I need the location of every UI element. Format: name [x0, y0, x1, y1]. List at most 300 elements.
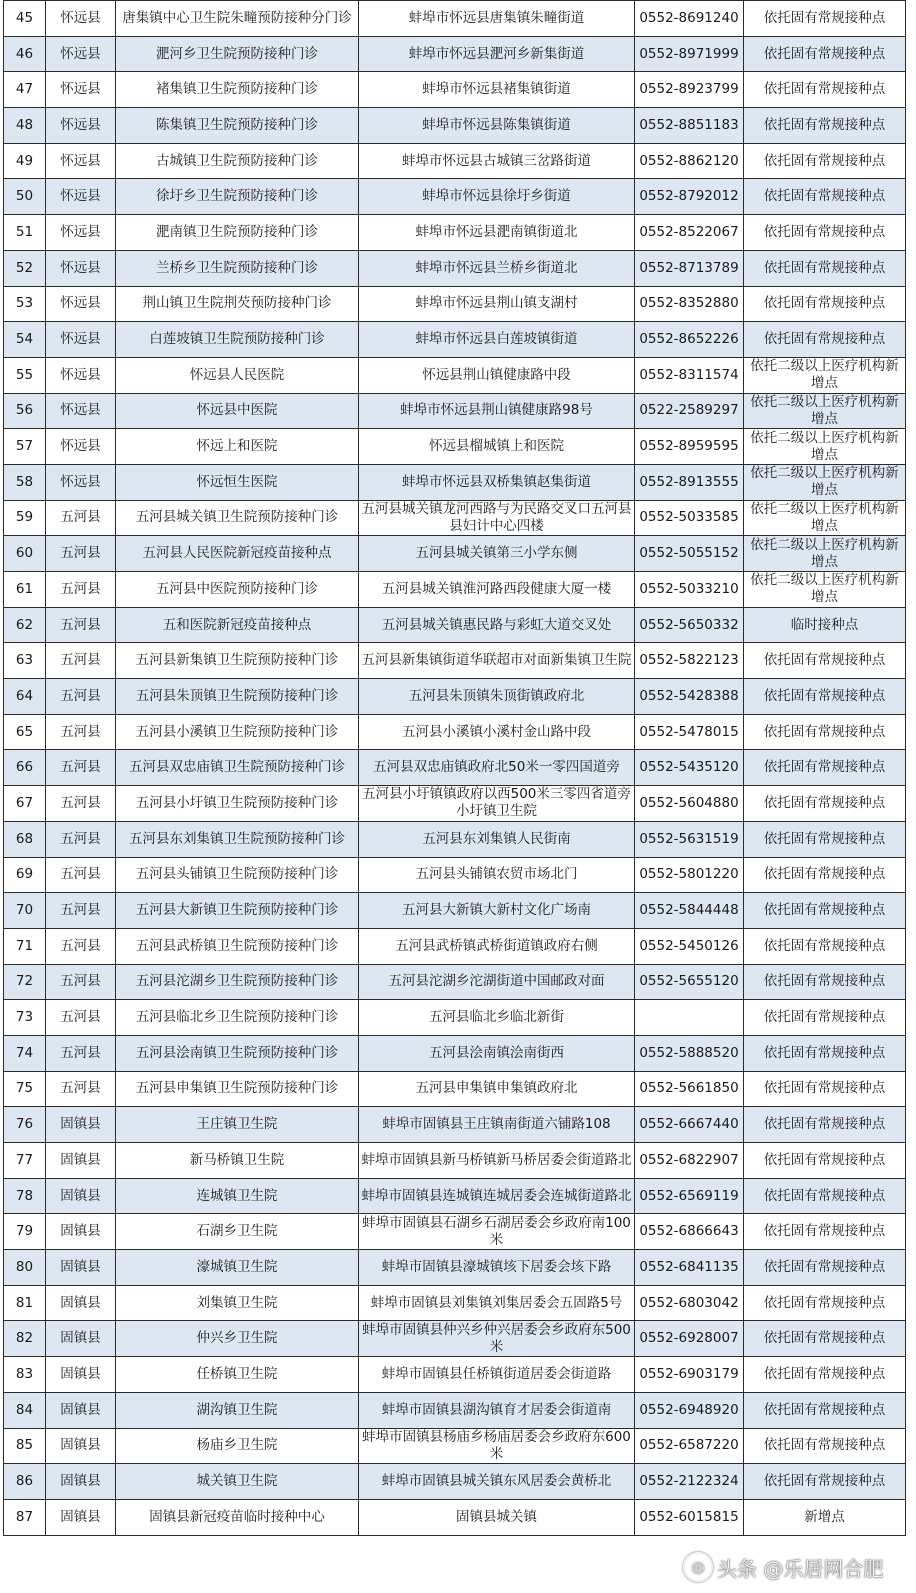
- address-cell: 蚌埠市固镇县新马桥镇新马桥居委会街道路北: [359, 1143, 635, 1179]
- row-number-cell: 73: [4, 1000, 46, 1036]
- phone-cell: 0552-5033585: [635, 500, 744, 536]
- address-cell: 五河县临北乡临北新街: [359, 1000, 635, 1036]
- address-cell: 蚌埠市固镇县杨庙乡杨庙居委会乡政府东600米: [359, 1428, 635, 1464]
- address-cell: 五河县东刘集镇人民街南: [359, 821, 635, 857]
- row-number-cell: 81: [4, 1285, 46, 1321]
- site-name-cell: 五河县头铺镇卫生院预防接种门诊: [116, 857, 359, 893]
- address-cell: 蚌埠市固镇县湖沟镇育才居委会街道南: [359, 1392, 635, 1428]
- site-name-cell: 淝河乡卫生院预防接种门诊: [116, 36, 359, 72]
- row-number-cell: 77: [4, 1143, 46, 1179]
- county-cell: 怀远县: [46, 179, 116, 215]
- table-row: [4, 108, 906, 144]
- county-cell: 五河县: [46, 714, 116, 750]
- row-number-cell: 49: [4, 143, 46, 179]
- county-cell: 固镇县: [46, 1464, 116, 1500]
- site-type-cell: 依托固有常规接种点: [744, 857, 906, 893]
- phone-cell: 0552-8851183: [635, 108, 744, 144]
- row-number-cell: 59: [4, 500, 46, 536]
- table-row: [4, 1499, 906, 1535]
- row-number-cell: 82: [4, 1321, 46, 1357]
- site-name-cell: 濠城镇卫生院: [116, 1250, 359, 1286]
- address-cell: 蚌埠市固镇县仲兴乡仲兴居委会乡政府东500米: [359, 1321, 635, 1357]
- address-cell: 固镇县城关镇: [359, 1499, 635, 1535]
- phone-cell: 0552-5055152: [635, 536, 744, 572]
- row-number-cell: 57: [4, 429, 46, 465]
- table-row: [4, 1143, 906, 1179]
- county-cell: 怀远县: [46, 393, 116, 429]
- address-cell: 怀远县榴城镇上和医院: [359, 429, 635, 465]
- county-cell: 五河县: [46, 821, 116, 857]
- site-name-cell: 五河县大新镇卫生院预防接种门诊: [116, 893, 359, 929]
- site-type-cell: 依托固有常规接种点: [744, 1285, 906, 1321]
- row-number-cell: 53: [4, 286, 46, 322]
- address-cell: 五河县城关镇第三小学东侧: [359, 536, 635, 572]
- site-type-cell: 依托固有常规接种点: [744, 714, 906, 750]
- row-number-cell: 56: [4, 393, 46, 429]
- row-number-cell: 46: [4, 36, 46, 72]
- address-cell: 蚌埠市固镇县濠城镇垓下居委会垓下路: [359, 1250, 635, 1286]
- row-number-cell: 71: [4, 928, 46, 964]
- row-number-cell: 80: [4, 1250, 46, 1286]
- site-type-cell: 依托固有常规接种点: [744, 72, 906, 108]
- phone-cell: 0552-8913555: [635, 464, 744, 500]
- address-cell: 五河县小圩镇镇政府以西500米三零四省道旁小圩镇卫生院: [359, 786, 635, 822]
- site-name-cell: 五河县城关镇卫生院预防接种门诊: [116, 500, 359, 536]
- row-number-cell: 48: [4, 108, 46, 144]
- table-row: [4, 357, 906, 393]
- row-number-cell: 50: [4, 179, 46, 215]
- row-number-cell: 86: [4, 1464, 46, 1500]
- row-number-cell: 55: [4, 357, 46, 393]
- table-row: [4, 464, 906, 500]
- county-cell: 固镇县: [46, 1214, 116, 1250]
- site-type-cell: 依托固有常规接种点: [744, 750, 906, 786]
- site-name-cell: 白莲坡镇卫生院预防接种门诊: [116, 322, 359, 358]
- row-number-cell: 63: [4, 643, 46, 679]
- county-cell: 固镇县: [46, 1321, 116, 1357]
- table-row: [4, 786, 906, 822]
- county-cell: 五河县: [46, 1000, 116, 1036]
- site-name-cell: 五和医院新冠疫苗接种点: [116, 607, 359, 643]
- row-number-cell: 51: [4, 215, 46, 251]
- row-number-cell: 76: [4, 1107, 46, 1143]
- table-row: [4, 322, 906, 358]
- table-body: [4, 1, 906, 1536]
- phone-cell: 0552-8862120: [635, 143, 744, 179]
- row-number-cell: 62: [4, 607, 46, 643]
- site-name-cell: 兰桥乡卫生院预防接种门诊: [116, 250, 359, 286]
- county-cell: 固镇县: [46, 1285, 116, 1321]
- watermark-text: 头条 @乐居网合肥: [717, 1556, 884, 1581]
- table-row: [4, 1035, 906, 1071]
- table-row: [4, 928, 906, 964]
- site-name-cell: 怀远县人民医院: [116, 357, 359, 393]
- site-name-cell: 五河县临北乡卫生院预防接种门诊: [116, 1000, 359, 1036]
- site-type-cell: 依托固有常规接种点: [744, 1321, 906, 1357]
- phone-cell: 0552-6928007: [635, 1321, 744, 1357]
- table-row: [4, 1428, 906, 1464]
- county-cell: 怀远县: [46, 250, 116, 286]
- address-cell: 蚌埠市固镇县王庄镇南街道六铺路108: [359, 1107, 635, 1143]
- address-cell: 蚌埠市固镇县刘集镇刘集居委会五固路5号: [359, 1285, 635, 1321]
- site-type-cell: 依托固有常规接种点: [744, 786, 906, 822]
- address-cell: 五河县城关镇淮河路西段健康大厦一楼: [359, 572, 635, 608]
- county-cell: 五河县: [46, 964, 116, 1000]
- site-type-cell: 依托固有常规接种点: [744, 1143, 906, 1179]
- phone-cell: 0552-5888520: [635, 1035, 744, 1071]
- row-number-cell: 85: [4, 1428, 46, 1464]
- county-cell: 怀远县: [46, 143, 116, 179]
- phone-cell: 0552-8971999: [635, 36, 744, 72]
- row-number-cell: 83: [4, 1357, 46, 1393]
- row-number-cell: 87: [4, 1499, 46, 1535]
- address-cell: 五河县大新镇大新村文化广场南: [359, 893, 635, 929]
- site-name-cell: 古城镇卫生院预防接种门诊: [116, 143, 359, 179]
- table-row: [4, 714, 906, 750]
- site-name-cell: 杨庙乡卫生院: [116, 1428, 359, 1464]
- site-name-cell: 褚集镇卫生院预防接种门诊: [116, 72, 359, 108]
- county-cell: 怀远县: [46, 36, 116, 72]
- phone-cell: 0552-5450126: [635, 928, 744, 964]
- county-cell: 固镇县: [46, 1428, 116, 1464]
- county-cell: 怀远县: [46, 286, 116, 322]
- site-type-cell: 依托固有常规接种点: [744, 250, 906, 286]
- site-type-cell: 依托固有常规接种点: [744, 1250, 906, 1286]
- table-row: [4, 821, 906, 857]
- address-cell: 五河县城关镇龙河西路与为民路交叉口五河县县妇计中心四楼: [359, 500, 635, 536]
- table-row: [4, 286, 906, 322]
- table-row: [4, 1321, 906, 1357]
- table-row: [4, 500, 906, 536]
- site-type-cell: 依托固有常规接种点: [744, 964, 906, 1000]
- address-cell: 五河县双忠庙镇政府北50米一零四国道旁: [359, 750, 635, 786]
- address-cell: 蚌埠市固镇县任桥镇街道居委会街道路: [359, 1357, 635, 1393]
- table-row: [4, 393, 906, 429]
- phone-cell: 0552-8792012: [635, 179, 744, 215]
- address-cell: 蚌埠市怀远县荆山镇健康路98号: [359, 393, 635, 429]
- site-type-cell: 依托固有常规接种点: [744, 179, 906, 215]
- site-name-cell: 荆山镇卫生院荆芡预防接种门诊: [116, 286, 359, 322]
- site-name-cell: 五河县新集镇卫生院预防接种门诊: [116, 643, 359, 679]
- row-number-cell: 68: [4, 821, 46, 857]
- table-row: [4, 572, 906, 608]
- phone-cell: 0552-6587220: [635, 1428, 744, 1464]
- row-number-cell: 74: [4, 1035, 46, 1071]
- phone-cell: 0552-6667440: [635, 1107, 744, 1143]
- site-type-cell: 依托固有常规接种点: [744, 1464, 906, 1500]
- county-cell: 怀远县: [46, 464, 116, 500]
- address-cell: 蚌埠市怀远县兰桥乡街道北: [359, 250, 635, 286]
- table-row: [4, 1071, 906, 1107]
- site-type-cell: 依托二级以上医疗机构新增点: [744, 572, 906, 608]
- address-cell: 蚌埠市怀远县荆山镇支湖村: [359, 286, 635, 322]
- phone-cell: 0552-5661850: [635, 1071, 744, 1107]
- county-cell: 五河县: [46, 893, 116, 929]
- phone-cell: 0552-8652226: [635, 322, 744, 358]
- row-number-cell: 60: [4, 536, 46, 572]
- site-type-cell: 依托固有常规接种点: [744, 1357, 906, 1393]
- phone-cell: 0552-5033210: [635, 572, 744, 608]
- county-cell: 五河县: [46, 679, 116, 715]
- address-cell: 蚌埠市怀远县淝河乡新集街道: [359, 36, 635, 72]
- table-row: [4, 1464, 906, 1500]
- table-row: [4, 1285, 906, 1321]
- site-type-cell: 依托固有常规接种点: [744, 1214, 906, 1250]
- phone-cell: 0552-6803042: [635, 1285, 744, 1321]
- county-cell: 五河县: [46, 536, 116, 572]
- site-name-cell: 固镇县新冠疫苗临时接种中心: [116, 1499, 359, 1535]
- address-cell: 五河县头铺镇农贸市场北门: [359, 857, 635, 893]
- address-cell: 蚌埠市怀远县徐圩乡街道: [359, 179, 635, 215]
- row-number-cell: 70: [4, 893, 46, 929]
- county-cell: 固镇县: [46, 1250, 116, 1286]
- county-cell: 怀远县: [46, 357, 116, 393]
- site-type-cell: 依托固有常规接种点: [744, 143, 906, 179]
- site-type-cell: 依托固有常规接种点: [744, 1035, 906, 1071]
- phone-cell: 0552-8923799: [635, 72, 744, 108]
- table-row: [4, 679, 906, 715]
- county-cell: 五河县: [46, 500, 116, 536]
- site-type-cell: 依托二级以上医疗机构新增点: [744, 536, 906, 572]
- site-name-cell: 怀远恒生医院: [116, 464, 359, 500]
- site-type-cell: 依托固有常规接种点: [744, 1000, 906, 1036]
- site-type-cell: 依托固有常规接种点: [744, 821, 906, 857]
- address-cell: 蚌埠市固镇县城关镇东风居委会黄桥北: [359, 1464, 635, 1500]
- table-row: [4, 893, 906, 929]
- table-row: [4, 857, 906, 893]
- table-row: [4, 179, 906, 215]
- row-number-cell: 47: [4, 72, 46, 108]
- phone-cell: 0552-5801220: [635, 857, 744, 893]
- table-row: [4, 750, 906, 786]
- site-name-cell: 任桥镇卫生院: [116, 1357, 359, 1393]
- county-cell: 固镇县: [46, 1143, 116, 1179]
- address-cell: 五河县小溪镇小溪村金山路中段: [359, 714, 635, 750]
- site-type-cell: 依托二级以上医疗机构新增点: [744, 464, 906, 500]
- row-number-cell: 75: [4, 1071, 46, 1107]
- table-row: [4, 1357, 906, 1393]
- site-type-cell: 依托固有常规接种点: [744, 1428, 906, 1464]
- phone-cell: 0552-8713789: [635, 250, 744, 286]
- site-name-cell: 五河县中医院预防接种门诊: [116, 572, 359, 608]
- site-name-cell: 徐圩乡卫生院预防接种门诊: [116, 179, 359, 215]
- table-row: [4, 607, 906, 643]
- table-row: [4, 250, 906, 286]
- site-type-cell: 依托二级以上医疗机构新增点: [744, 500, 906, 536]
- table-row: [4, 143, 906, 179]
- site-name-cell: 五河县小溪镇卫生院预防接种门诊: [116, 714, 359, 750]
- phone-cell: 0552-5650332: [635, 607, 744, 643]
- table-row: [4, 536, 906, 572]
- county-cell: 五河县: [46, 786, 116, 822]
- county-cell: 怀远县: [46, 72, 116, 108]
- row-number-cell: 79: [4, 1214, 46, 1250]
- address-cell: 蚌埠市怀远县褚集镇街道: [359, 72, 635, 108]
- site-type-cell: 依托固有常规接种点: [744, 1071, 906, 1107]
- site-type-cell: 依托固有常规接种点: [744, 893, 906, 929]
- row-number-cell: 45: [4, 1, 46, 37]
- address-cell: 蚌埠市固镇县连城镇连城居委会连城街道路北: [359, 1178, 635, 1214]
- site-type-cell: 依托二级以上医疗机构新增点: [744, 429, 906, 465]
- county-cell: 怀远县: [46, 429, 116, 465]
- site-type-cell: 依托固有常规接种点: [744, 286, 906, 322]
- county-cell: 怀远县: [46, 322, 116, 358]
- phone-cell: 0552-8311574: [635, 357, 744, 393]
- table-row: [4, 1392, 906, 1428]
- phone-cell: 0552-8352880: [635, 286, 744, 322]
- county-cell: 固镇县: [46, 1107, 116, 1143]
- address-cell: 蚌埠市怀远县双桥集镇赵集街道: [359, 464, 635, 500]
- site-name-cell: 五河县武桥镇卫生院预防接种门诊: [116, 928, 359, 964]
- county-cell: 怀远县: [46, 108, 116, 144]
- phone-cell: 0552-8522067: [635, 215, 744, 251]
- site-type-cell: 依托固有常规接种点: [744, 1178, 906, 1214]
- site-type-cell: 依托固有常规接种点: [744, 1392, 906, 1428]
- county-cell: 五河县: [46, 607, 116, 643]
- site-name-cell: 五河县申集镇卫生院预防接种门诊: [116, 1071, 359, 1107]
- row-number-cell: 78: [4, 1178, 46, 1214]
- address-cell: 蚌埠市怀远县淝南镇街道北: [359, 215, 635, 251]
- site-type-cell: 依托固有常规接种点: [744, 679, 906, 715]
- phone-cell: [635, 1000, 744, 1036]
- county-cell: 五河县: [46, 1035, 116, 1071]
- address-cell: 五河县沱湖乡沱湖街道中国邮政对面: [359, 964, 635, 1000]
- site-type-cell: 新增点: [744, 1499, 906, 1535]
- phone-cell: 0552-5428388: [635, 679, 744, 715]
- site-type-cell: 依托固有常规接种点: [744, 108, 906, 144]
- site-name-cell: 淝南镇卫生院预防接种门诊: [116, 215, 359, 251]
- phone-cell: 0552-6866643: [635, 1214, 744, 1250]
- table-row: [4, 429, 906, 465]
- row-number-cell: 64: [4, 679, 46, 715]
- site-name-cell: 五河县人民医院新冠疫苗接种点: [116, 536, 359, 572]
- county-cell: 固镇县: [46, 1178, 116, 1214]
- table-row: [4, 964, 906, 1000]
- site-type-cell: 依托二级以上医疗机构新增点: [744, 393, 906, 429]
- site-name-cell: 刘集镇卫生院: [116, 1285, 359, 1321]
- table-row: [4, 1250, 906, 1286]
- site-name-cell: 五河县沱湖乡卫生院预防接种门诊: [116, 964, 359, 1000]
- phone-cell: 0552-8959595: [635, 429, 744, 465]
- row-number-cell: 52: [4, 250, 46, 286]
- phone-cell: 0552-6015815: [635, 1499, 744, 1535]
- row-number-cell: 67: [4, 786, 46, 822]
- table-row: [4, 1214, 906, 1250]
- site-name-cell: 五河县双忠庙镇卫生院预防接种门诊: [116, 750, 359, 786]
- site-type-cell: 临时接种点: [744, 607, 906, 643]
- site-type-cell: 依托固有常规接种点: [744, 928, 906, 964]
- phone-cell: 0552-5631519: [635, 821, 744, 857]
- site-name-cell: 五河县小圩镇卫生院预防接种门诊: [116, 786, 359, 822]
- address-cell: 蚌埠市怀远县唐集镇朱疃街道: [359, 1, 635, 37]
- site-type-cell: 依托二级以上医疗机构新增点: [744, 357, 906, 393]
- address-cell: 蚌埠市固镇县石湖乡石湖居委会乡政府南100米: [359, 1214, 635, 1250]
- phone-cell: 0552-6569119: [635, 1178, 744, 1214]
- phone-cell: 0552-5435120: [635, 750, 744, 786]
- row-number-cell: 54: [4, 322, 46, 358]
- county-cell: 五河县: [46, 1071, 116, 1107]
- phone-cell: 0552-5844448: [635, 893, 744, 929]
- site-name-cell: 湖沟镇卫生院: [116, 1392, 359, 1428]
- county-cell: 怀远县: [46, 1, 116, 37]
- toutiao-logo-icon: ◎: [683, 1552, 713, 1582]
- site-name-cell: 新马桥镇卫生院: [116, 1143, 359, 1179]
- address-cell: 五河县新集镇街道华联超市对面新集镇卫生院: [359, 643, 635, 679]
- row-number-cell: 72: [4, 964, 46, 1000]
- table-row: [4, 215, 906, 251]
- site-type-cell: 依托固有常规接种点: [744, 1, 906, 37]
- address-cell: 怀远县荆山镇健康路中段: [359, 357, 635, 393]
- site-type-cell: 依托固有常规接种点: [744, 36, 906, 72]
- row-number-cell: 61: [4, 572, 46, 608]
- phone-cell: 0552-6948920: [635, 1392, 744, 1428]
- site-name-cell: 五河县朱顶镇卫生院预防接种门诊: [116, 679, 359, 715]
- phone-cell: 0552-6841135: [635, 1250, 744, 1286]
- site-type-cell: 依托固有常规接种点: [744, 643, 906, 679]
- county-cell: 五河县: [46, 643, 116, 679]
- phone-cell: 0522-2589297: [635, 393, 744, 429]
- phone-cell: 0552-5604880: [635, 786, 744, 822]
- county-cell: 怀远县: [46, 215, 116, 251]
- site-name-cell: 城关镇卫生院: [116, 1464, 359, 1500]
- address-cell: 五河县城关镇惠民路与彩虹大道交叉处: [359, 607, 635, 643]
- table-row: [4, 643, 906, 679]
- county-cell: 五河县: [46, 857, 116, 893]
- site-name-cell: 怀远县中医院: [116, 393, 359, 429]
- address-cell: 蚌埠市怀远县白莲坡镇街道: [359, 322, 635, 358]
- site-name-cell: 唐集镇中心卫生院朱疃预防接种分门诊: [116, 1, 359, 37]
- address-cell: 五河县申集镇申集镇政府北: [359, 1071, 635, 1107]
- phone-cell: 0552-5822123: [635, 643, 744, 679]
- site-name-cell: 五河县东刘集镇卫生院预防接种门诊: [116, 821, 359, 857]
- site-name-cell: 怀远上和医院: [116, 429, 359, 465]
- watermark: [683, 1547, 883, 1587]
- site-name-cell: 仲兴乡卫生院: [116, 1321, 359, 1357]
- county-cell: 五河县: [46, 750, 116, 786]
- phone-cell: 0552-8691240: [635, 1, 744, 37]
- table-row: [4, 72, 906, 108]
- address-cell: 五河县朱顶镇朱顶街镇政府北: [359, 679, 635, 715]
- county-cell: 固镇县: [46, 1392, 116, 1428]
- phone-cell: 0552-5478015: [635, 714, 744, 750]
- site-type-cell: 依托固有常规接种点: [744, 215, 906, 251]
- address-cell: 五河县浍南镇浍南街西: [359, 1035, 635, 1071]
- address-cell: 五河县武桥镇武桥街道镇政府右侧: [359, 928, 635, 964]
- county-cell: 五河县: [46, 928, 116, 964]
- phone-cell: 0552-6822907: [635, 1143, 744, 1179]
- row-number-cell: 65: [4, 714, 46, 750]
- phone-cell: 0552-5655120: [635, 964, 744, 1000]
- site-name-cell: 王庄镇卫生院: [116, 1107, 359, 1143]
- county-cell: 固镇县: [46, 1357, 116, 1393]
- site-name-cell: 五河县浍南镇卫生院预防接种门诊: [116, 1035, 359, 1071]
- row-number-cell: 69: [4, 857, 46, 893]
- row-number-cell: 84: [4, 1392, 46, 1428]
- table-row: [4, 1107, 906, 1143]
- address-cell: 蚌埠市怀远县陈集镇街道: [359, 108, 635, 144]
- vaccination-sites-table: [3, 0, 906, 1536]
- address-cell: 蚌埠市怀远县古城镇三岔路街道: [359, 143, 635, 179]
- county-cell: 五河县: [46, 572, 116, 608]
- table-row: [4, 36, 906, 72]
- site-type-cell: 依托固有常规接种点: [744, 1107, 906, 1143]
- site-name-cell: 连城镇卫生院: [116, 1178, 359, 1214]
- table-row: [4, 1178, 906, 1214]
- phone-cell: 0552-2122324: [635, 1464, 744, 1500]
- site-name-cell: 陈集镇卫生院预防接种门诊: [116, 108, 359, 144]
- county-cell: 固镇县: [46, 1499, 116, 1535]
- row-number-cell: 58: [4, 464, 46, 500]
